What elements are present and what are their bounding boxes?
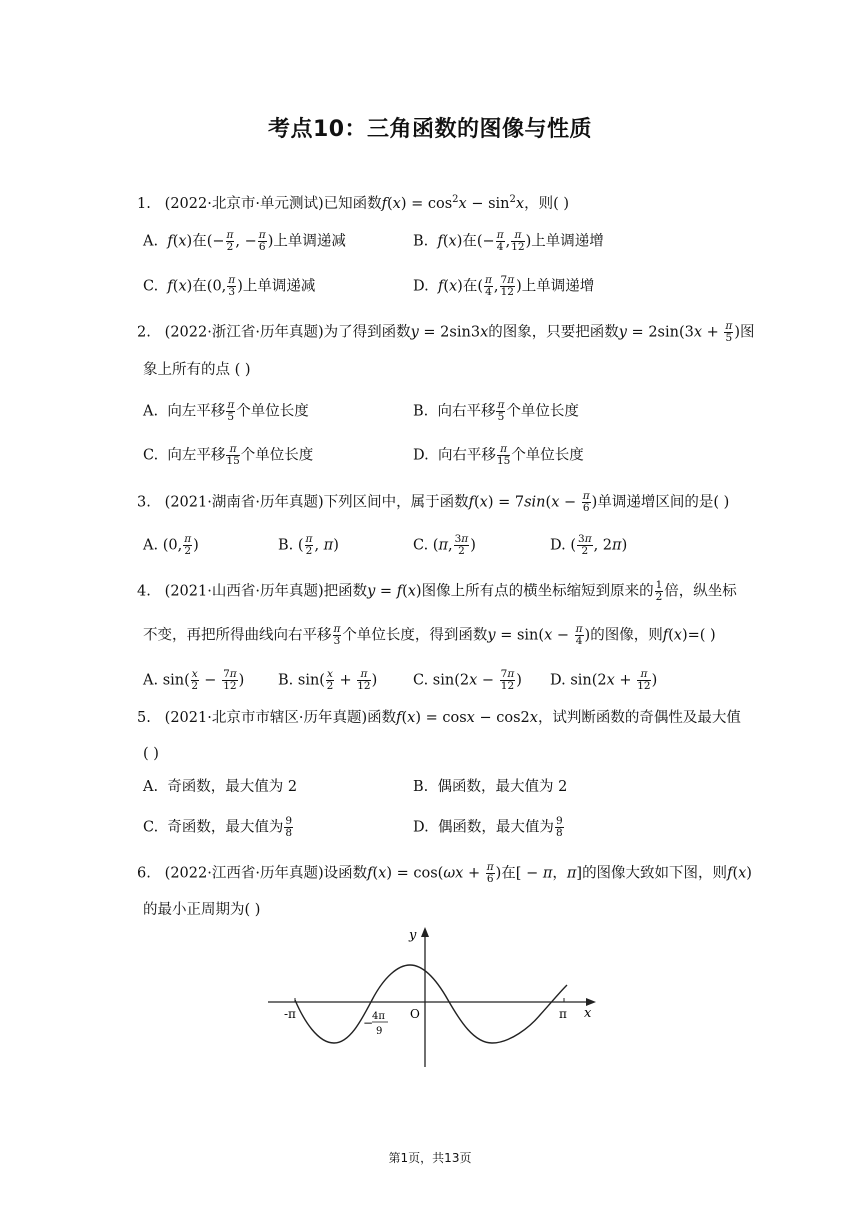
question-6-line2: 的最小正周期为( ) — [143, 902, 261, 918]
question-source: (2021·山西省·历年真题) — [164, 583, 324, 600]
question-stem: 已知函数 — [323, 195, 382, 212]
cosine-graph — [262, 925, 602, 1075]
cosine-curve — [295, 965, 567, 1043]
question-source: (2021·北京市市辖区·历年真题) — [164, 710, 368, 726]
question-source: (2021·湖南省·历年真题) — [164, 494, 324, 511]
question-4-line2: 不变，再把所得曲线向右平移 $\frac{\pi}{3}$ 个单位长度，得到函数y = sin(x − $\frac{\pi}{4}$ )的图像，则f(x)=( ) — [143, 623, 716, 647]
y-axis-arrow — [421, 927, 429, 937]
option-2d[interactable]: D. 向右平移 $\frac{\pi}{15}$ 个单位长度 — [413, 443, 584, 467]
question-5-line2: ( ) — [143, 746, 159, 762]
option-2a[interactable]: A. 向左平移 $\frac{\pi}{5}$ 个单位长度 — [143, 399, 309, 423]
question-number: 1. — [137, 195, 151, 212]
question-source: (2022·江西省·历年真题) — [164, 865, 324, 882]
y-axis-label: y — [409, 928, 417, 943]
option-3d[interactable]: D. ( $\frac{3\pi}{2}$ , 2π) — [550, 533, 628, 557]
question-6: 6. (2022·江西省·历年真题)设函数f(x) = cos(ωx + $\frac{\pi}{6}$ )在[ − π，π]的图像大致如下图，则f(x) — [137, 861, 752, 885]
question-2-line2: 象上所有的点 ( ) — [143, 362, 251, 378]
option-1a[interactable]: A. f(x)在(− $\frac{\pi}{2}$ , − $\frac{\pi}{6}$ )上单调递减 — [143, 229, 346, 253]
option-1d[interactable]: D. f(x)在( $\frac{\pi}{4}$ , $\frac{7\pi}{12}$ )上单调递增 — [413, 274, 595, 298]
pi-label: π — [559, 1007, 567, 1021]
zero-mark-sign: − — [363, 1016, 374, 1030]
option-5a[interactable]: A. 奇函数，最大值为 2 — [143, 779, 298, 795]
option-4a[interactable]: A. sin( $\frac{x}{2}$ − $\frac{7\pi}{12}$ ) — [143, 668, 245, 692]
question-2: 2. (2022·浙江省·历年真题)为了得到函数y = 2sin3x的图象，只要把函数y = 2sin(3x + $\frac{\pi}{5}$ )图 — [137, 320, 755, 344]
option-1b[interactable]: B. f(x)在(− $\frac{\pi}{4}$ , $\frac{\pi}{12}$ )上单调递增 — [413, 229, 604, 253]
neg-pi-label: -π — [284, 1007, 296, 1021]
question-source: (2022·北京市·单元测试) — [164, 195, 324, 212]
page-title: 考点10：三角函数的图像与性质 — [267, 117, 593, 142]
option-2b[interactable]: B. 向右平移 $\frac{\pi}{5}$ 个单位长度 — [413, 399, 579, 423]
x-axis-arrow — [586, 998, 596, 1006]
question-1: 1. (2022·北京市·单元测试)已知函数$f(x) = \cos^2x - \sin^2x$，则( ) — [137, 194, 570, 212]
option-3c[interactable]: C. (π, $\frac{3\pi}{2}$ ) — [413, 533, 476, 557]
option-4b[interactable]: B. sin( $\frac{x}{2}$ + $\frac{\pi}{12}$ ) — [278, 668, 378, 692]
option-2c[interactable]: C. 向左平移 $\frac{\pi}{15}$ 个单位长度 — [143, 443, 314, 467]
zero-mark-denominator: 9 — [376, 1026, 383, 1037]
option-3a[interactable]: A. (0, $\frac{\pi}{2}$ ) — [143, 533, 199, 557]
question-4: 4. (2021·山西省·历年真题)把函数y = f(x)图像上所有点的横坐标缩短到原来的 $\frac{1}{2}$ 倍，纵坐标 — [137, 579, 737, 603]
option-4c[interactable]: C. sin(2x − $\frac{7\pi}{12}$ ) — [413, 668, 522, 692]
question-source: (2022·浙江省·历年真题) — [164, 324, 324, 341]
zero-mark-numerator: 4π — [372, 1011, 385, 1022]
option-5d[interactable]: D. 偶函数，最大值为 $\frac{9}{8}$ — [413, 815, 563, 839]
x-axis-label: x — [584, 1006, 592, 1021]
option-1c[interactable]: C. f(x)在(0, $\frac{\pi}{3}$ )上单调递减 — [143, 274, 316, 298]
option-4d[interactable]: D. sin(2x + $\frac{\pi}{12}$ ) — [550, 668, 658, 692]
option-5b[interactable]: B. 偶函数，最大值为 2 — [413, 779, 568, 795]
option-5c[interactable]: C. 奇函数，最大值为 $\frac{9}{8}$ — [143, 815, 293, 839]
page-footer: 第1页，共13页 — [388, 1151, 472, 1165]
question-3: 3. (2021·湖南省·历年真题)下列区间中，属于函数f(x) = 7sin(x − $\frac{\pi}{6}$ )单调递增区间的是( ) — [137, 490, 730, 514]
option-3b[interactable]: B. ( $\frac{\pi}{2}$ , π) — [278, 533, 339, 557]
origin-label: O — [410, 1007, 420, 1021]
question-5: 5. (2021·北京市市辖区·历年真题)函数f(x) = cosx − cos2x，试判断函数的奇偶性及最大值 — [137, 710, 741, 726]
